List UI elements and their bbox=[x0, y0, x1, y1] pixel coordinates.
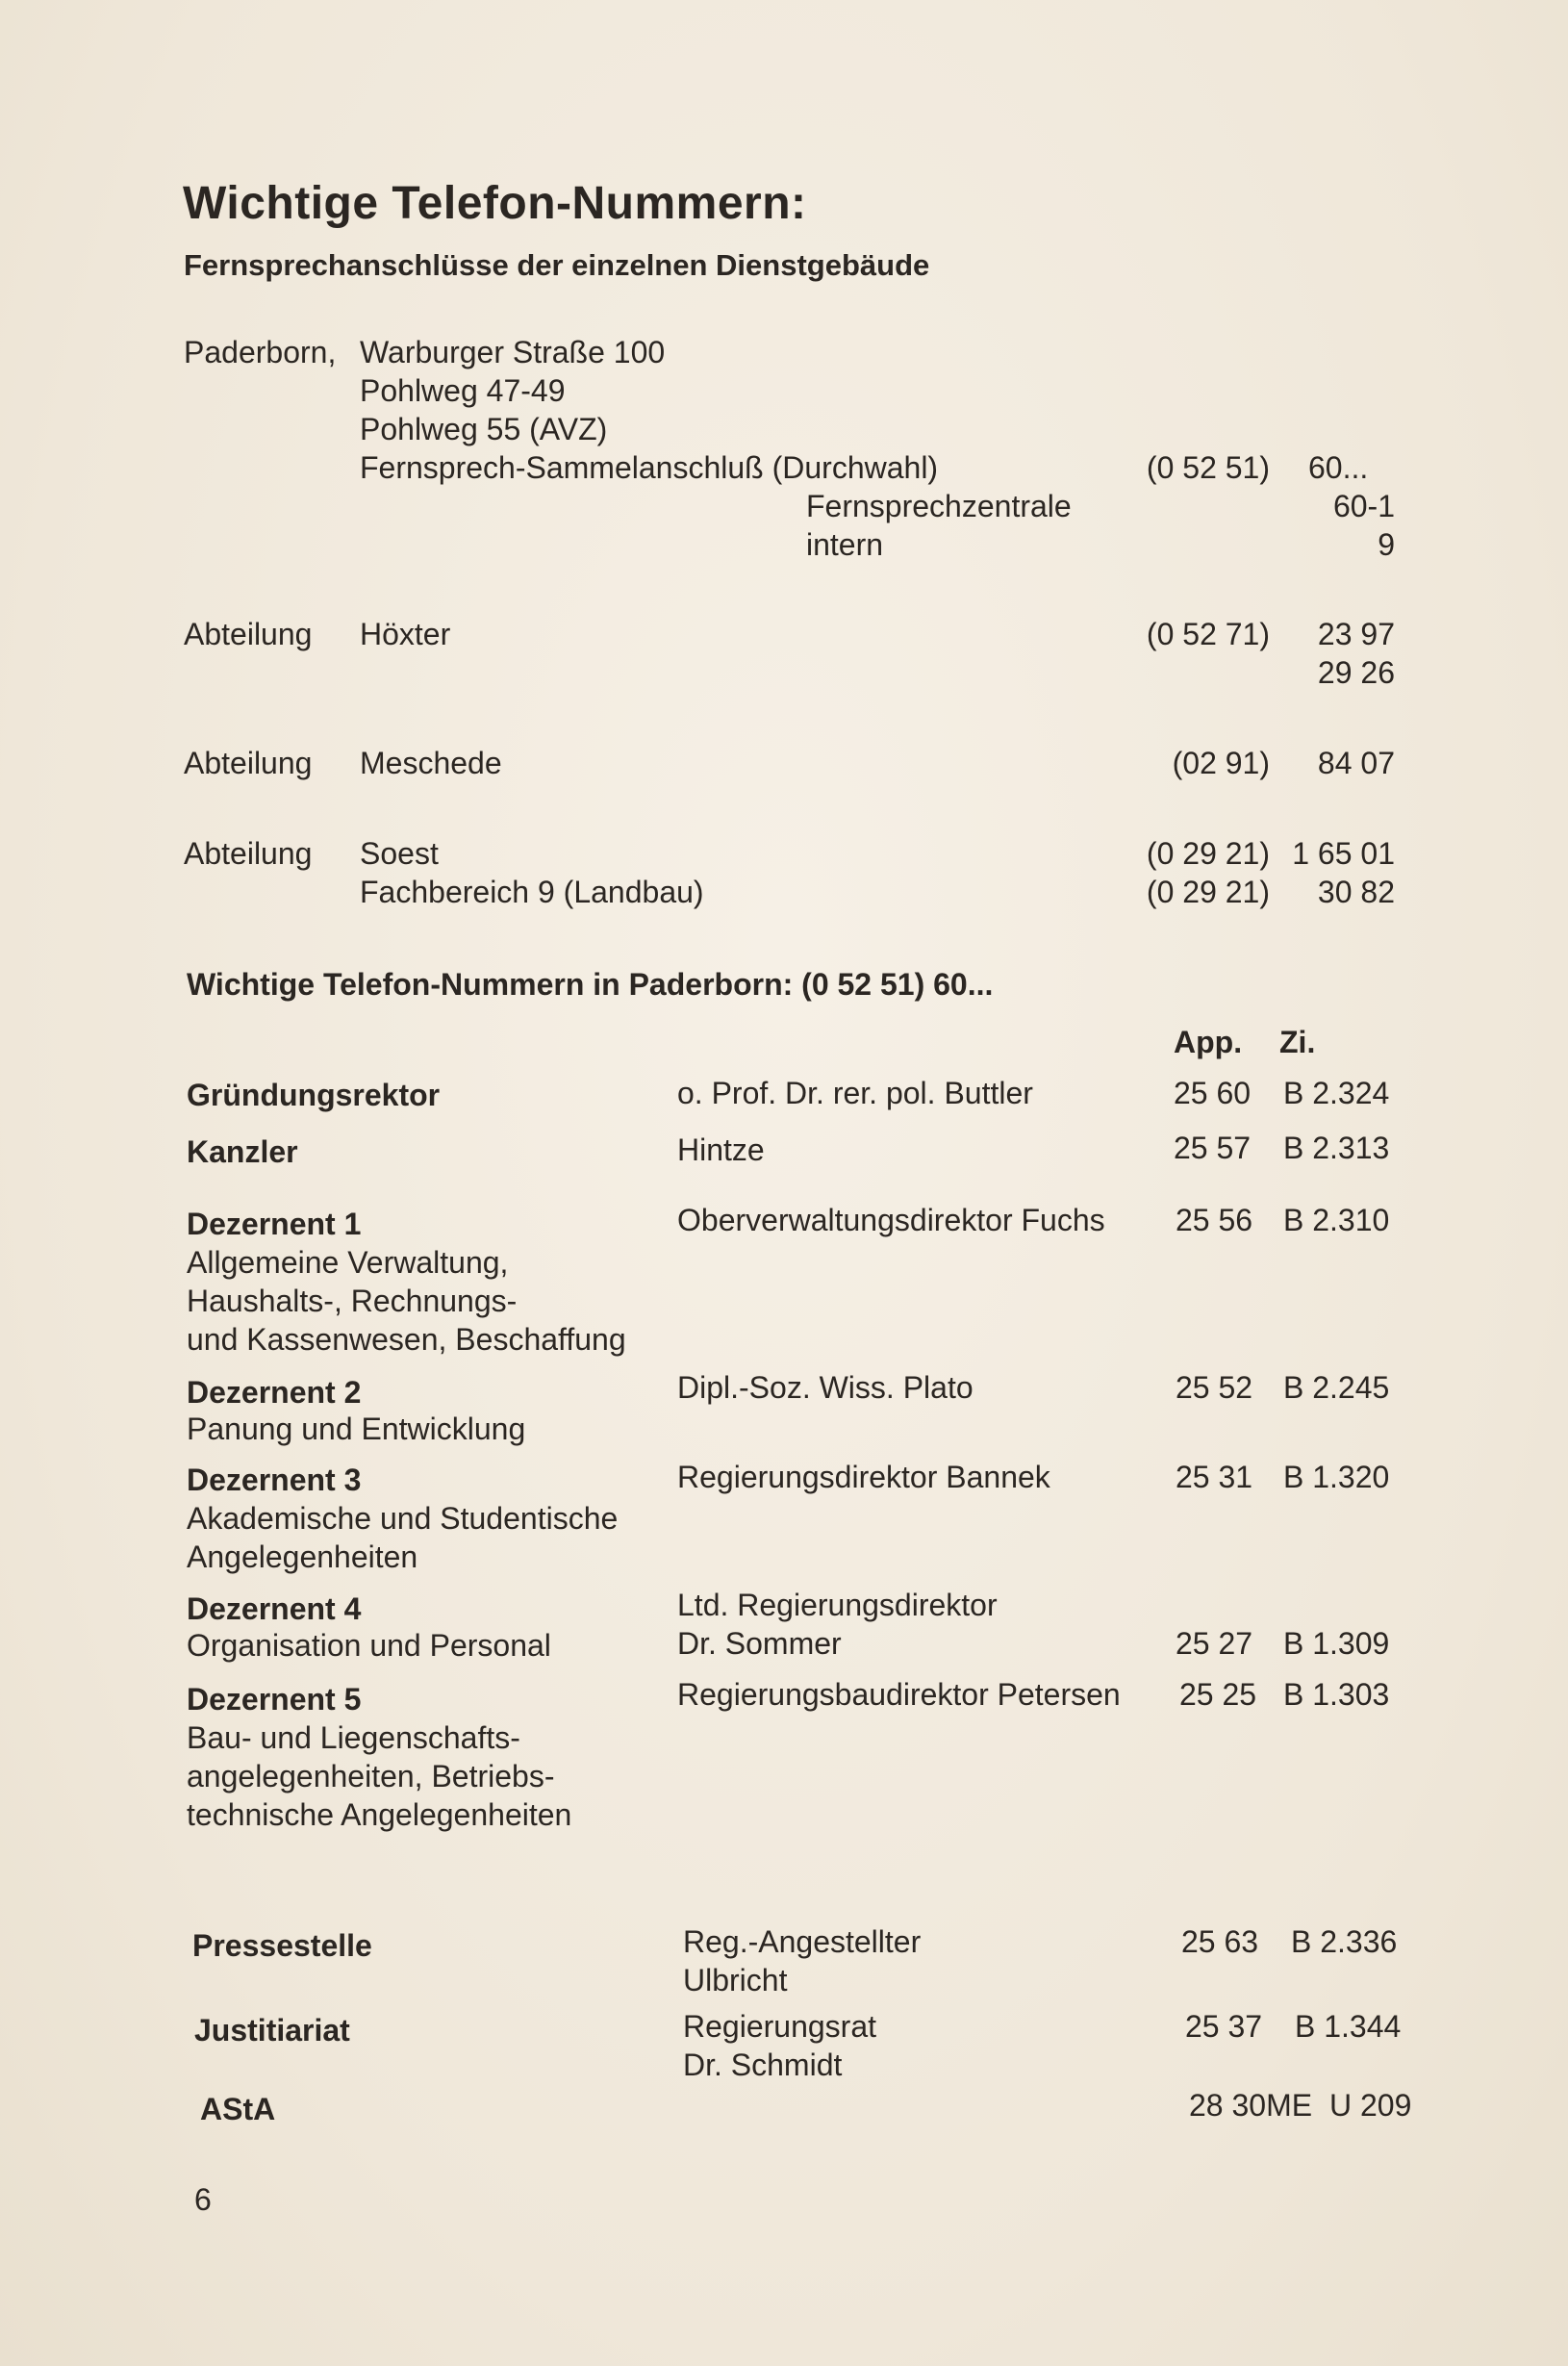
asta-app: 28 30ME bbox=[1189, 2088, 1313, 2123]
pressestelle-person-title: Reg.-Angestellter bbox=[683, 1924, 922, 1959]
page-number: 6 bbox=[194, 2182, 212, 2217]
soest-area-code: (0 29 21) bbox=[1146, 836, 1270, 871]
dezernent-2-room: B 2.245 bbox=[1283, 1370, 1390, 1405]
paderborn-address-2: Pohlweg 47-49 bbox=[360, 373, 566, 408]
meschede-area-code: (02 91) bbox=[1172, 746, 1270, 780]
paderborn-address-3: Pohlweg 55 (AVZ) bbox=[360, 412, 608, 446]
dezernent-5-room: B 1.303 bbox=[1283, 1677, 1390, 1712]
sammelanschluss-area-code: (0 52 51) bbox=[1146, 450, 1270, 485]
dezernent-4-desc-1: Organisation und Personal bbox=[187, 1628, 551, 1663]
hoexter-label: Abteilung bbox=[184, 617, 313, 651]
dezernent-1-person: Oberverwaltungsdirektor Fuchs bbox=[677, 1203, 1105, 1237]
justitiariat-person-title: Regierungsrat bbox=[683, 2009, 876, 2044]
dezernent-2-app: 25 52 bbox=[1176, 1370, 1253, 1405]
kanzler-role: Kanzler bbox=[187, 1134, 298, 1169]
dezernent-5-app: 25 25 bbox=[1179, 1677, 1257, 1712]
justitiariat-person-name: Dr. Schmidt bbox=[683, 2048, 843, 2082]
sammelanschluss-number: 60... bbox=[1308, 450, 1369, 485]
kanzler-room: B 2.313 bbox=[1283, 1131, 1390, 1165]
intern-label: intern bbox=[806, 527, 884, 562]
fernsprechzentrale-number: 60-1 bbox=[1332, 489, 1395, 523]
dezernent-5-desc-1: Bau- und Liegenschafts- bbox=[187, 1720, 520, 1755]
asta-room: U 209 bbox=[1329, 2088, 1412, 2123]
dezernent-4-app: 25 27 bbox=[1176, 1626, 1253, 1661]
hoexter-number-1: 23 97 bbox=[1317, 617, 1395, 651]
paderborn-address-1: Warburger Straße 100 bbox=[360, 335, 666, 369]
dezernent-4-person-title: Ltd. Regierungsdirektor bbox=[677, 1588, 998, 1622]
dezernent-2-desc-1: Panung und Entwicklung bbox=[187, 1412, 526, 1446]
pressestelle-room: B 2.336 bbox=[1291, 1924, 1398, 1959]
justitiariat-role: Justitiariat bbox=[194, 2013, 350, 2048]
dezernent-3-desc-2: Angelegenheiten bbox=[187, 1539, 418, 1574]
fachbereich-name: Fachbereich 9 (Landbau) bbox=[360, 875, 704, 909]
page-subtitle: Fernsprechanschlüsse der einzelnen Dienstgebäude bbox=[184, 248, 930, 282]
soest-number: 1 65 01 bbox=[1292, 836, 1395, 871]
soest-name: Soest bbox=[360, 836, 439, 871]
hoexter-number-2: 29 26 bbox=[1317, 655, 1395, 690]
dezernent-3-role: Dezernent 3 bbox=[187, 1463, 362, 1497]
column-app-header: App. bbox=[1174, 1025, 1243, 1059]
dezernent-3-person: Regierungsdirektor Bannek bbox=[677, 1460, 1050, 1494]
dezernent-5-role: Dezernent 5 bbox=[187, 1682, 362, 1717]
dezernent-5-desc-3: technische Angelegenheiten bbox=[187, 1797, 572, 1832]
paderborn-city: Paderborn, bbox=[184, 335, 337, 369]
meschede-number: 84 07 bbox=[1317, 746, 1395, 780]
meschede-label: Abteilung bbox=[184, 746, 313, 780]
fernsprechzentrale-label: Fernsprechzentrale bbox=[806, 489, 1072, 523]
kanzler-app: 25 57 bbox=[1174, 1131, 1252, 1165]
dezernent-5-person: Regierungsbaudirektor Petersen bbox=[677, 1677, 1121, 1712]
dezernent-1-desc-3: und Kassenwesen, Beschaffung bbox=[187, 1322, 626, 1357]
hoexter-area-code: (0 52 71) bbox=[1146, 617, 1270, 651]
page-title: Wichtige Telefon-Nummern: bbox=[183, 178, 807, 229]
kanzler-person: Hintze bbox=[677, 1132, 765, 1167]
section-2-title: Wichtige Telefon-Nummern in Paderborn: (0 52 51) 60... bbox=[187, 967, 994, 1002]
dezernent-3-desc-1: Akademische und Studentische bbox=[187, 1501, 619, 1536]
column-zi-header: Zi. bbox=[1279, 1025, 1316, 1059]
justitiariat-room: B 1.344 bbox=[1295, 2009, 1402, 2044]
dezernent-2-person: Dipl.-Soz. Wiss. Plato bbox=[677, 1370, 974, 1405]
fachbereich-area-code: (0 29 21) bbox=[1146, 875, 1270, 909]
asta-role: AStA bbox=[200, 2092, 276, 2126]
pressestelle-person-name: Ulbricht bbox=[683, 1963, 788, 1997]
dezernent-2-role: Dezernent 2 bbox=[187, 1375, 362, 1410]
dezernent-3-app: 25 31 bbox=[1176, 1460, 1253, 1494]
meschede-name: Meschede bbox=[360, 746, 502, 780]
pressestelle-role: Pressestelle bbox=[192, 1928, 372, 1963]
pressestelle-app: 25 63 bbox=[1181, 1924, 1259, 1959]
dezernent-1-app: 25 56 bbox=[1176, 1203, 1253, 1237]
justitiariat-app: 25 37 bbox=[1185, 2009, 1263, 2044]
dezernent-3-room: B 1.320 bbox=[1283, 1460, 1390, 1494]
dezernent-1-desc-1: Allgemeine Verwaltung, bbox=[187, 1245, 509, 1280]
dezernent-4-person-name: Dr. Sommer bbox=[677, 1626, 842, 1661]
dezernent-1-room: B 2.310 bbox=[1283, 1203, 1390, 1237]
gruendungsrektor-role: Gründungsrektor bbox=[187, 1078, 441, 1112]
soest-label: Abteilung bbox=[184, 836, 313, 871]
dezernent-1-role: Dezernent 1 bbox=[187, 1207, 362, 1241]
sammelanschluss-label: Fernsprech-Sammelanschluß (Durchwahl) bbox=[360, 450, 939, 485]
gruendungsrektor-app: 25 60 bbox=[1174, 1076, 1252, 1110]
gruendungsrektor-room: B 2.324 bbox=[1283, 1076, 1390, 1110]
dezernent-4-role: Dezernent 4 bbox=[187, 1591, 362, 1626]
dezernent-1-desc-2: Haushalts-, Rechnungs- bbox=[187, 1284, 518, 1318]
fachbereich-number: 30 82 bbox=[1317, 875, 1395, 909]
intern-number: 9 bbox=[1378, 527, 1395, 562]
dezernent-5-desc-2: angelegenheiten, Betriebs- bbox=[187, 1759, 555, 1794]
hoexter-name: Höxter bbox=[360, 617, 451, 651]
gruendungsrektor-person: o. Prof. Dr. rer. pol. Buttler bbox=[677, 1076, 1033, 1110]
dezernent-4-room: B 1.309 bbox=[1283, 1626, 1390, 1661]
